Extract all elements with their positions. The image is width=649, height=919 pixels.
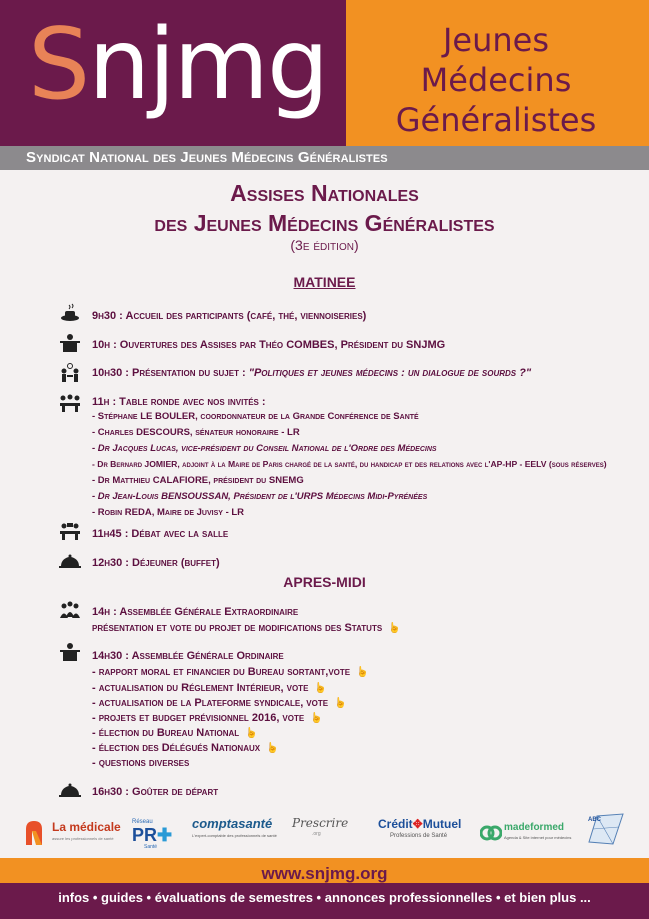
guest-item: - Robin REDA, Maire de Juvisy - LR — [92, 507, 245, 518]
speaker-podium-icon — [58, 333, 82, 353]
subitem-text: - rapport moral et financier du Bureau sortant,vote — [92, 666, 351, 678]
agenda-subitem — [92, 682, 327, 694]
comptasante-tagline: L'expert-comptable des professionnels de santé — [192, 833, 277, 838]
vote-hand-icon: ☝ — [388, 623, 401, 634]
madeformed-logo-icon — [480, 823, 502, 843]
sponsor-madeformed[interactable] — [480, 818, 571, 848]
agenda-subitem — [92, 742, 279, 754]
vote-hand-icon: ☝ — [266, 743, 279, 754]
agenda-item-extraordinary-assembly: 14h : Assemblée Générale Extraordinaire — [92, 606, 299, 618]
subitem-text: - projets et budget prévisionnel 2016, vote — [92, 712, 305, 724]
agenda-item-opening: 10h : Ouvertures des Assises par Théo COMBES, Président du SNJMG — [92, 339, 446, 351]
prescrire-name: Prescrire — [292, 816, 349, 830]
tagline-line-2: Médecins — [420, 61, 572, 99]
round-table-icon — [58, 393, 82, 413]
madeformed-tagline: Agenda & Site internet pour médecins — [504, 835, 572, 840]
subitem-text: - élection des Délégués Nationaux — [92, 742, 261, 754]
vote-hand-icon: ☝ — [310, 713, 323, 724]
pro-bottom-text: Santé — [144, 844, 158, 850]
sponsor-la-medicale[interactable] — [22, 818, 121, 848]
agenda-item-lunch: 12h30 : Déjeuner (buffet) — [92, 557, 220, 569]
tagline-line-1: Jeunes — [442, 21, 550, 59]
logo-rest: njmg — [88, 8, 328, 122]
section-morning: MATINEE — [293, 274, 356, 290]
event-title-line-1: Assises Nationales — [230, 180, 419, 206]
cloche-icon — [58, 780, 82, 800]
guest-item: - Dr Jacques Lucas, vice-président du Conseil National de l'Ordre des Médecins — [92, 443, 437, 454]
vote-hand-icon: ☝ — [314, 683, 327, 694]
madeformed-name: madeformed — [504, 822, 565, 833]
cloche-icon — [58, 551, 82, 571]
comptasante-name: comptasanté — [192, 816, 273, 831]
la-medicale-tagline: assure les professionnels de santé — [52, 836, 114, 841]
guest-item: - Charles DESCOURS, sénateur honoraire - LR — [92, 427, 300, 438]
agenda-item-welcome: 9h30 : Accueil des participants (café, thé, viennoiseries) — [92, 310, 367, 322]
agenda-item-ordinary-assembly: 14h30 : Assemblée Générale Ordinaire — [92, 650, 284, 662]
footer-links-bar: infos • guides • évaluations de semestres • annonces professionnelles • et bien plus ... — [0, 883, 649, 919]
statutes-vote-text: présentation et vote du projet de modifications des Statuts — [92, 622, 383, 634]
agenda-subitem — [92, 697, 347, 709]
snjmg-logo — [28, 6, 327, 124]
agenda-subitem: - questions diverses — [92, 757, 190, 769]
plus-icon: ✚ — [157, 825, 173, 845]
abc-text: ABC — [588, 817, 601, 823]
header-left-panel — [0, 0, 346, 146]
assembly-icon — [58, 600, 82, 620]
la-medicale-name: La médicale — [52, 820, 121, 834]
subitem-text: - actualisation de la Plateforme syndicale, vote — [92, 697, 329, 709]
agenda-item-presentation — [92, 367, 531, 379]
subitem-text: - élection du Bureau National — [92, 727, 240, 739]
pro-text: PR — [132, 825, 158, 845]
website-link[interactable]: www.snjmg.org — [261, 864, 388, 883]
guest-item: - Stéphane LE BOULER, coordonnateur de la Grande Conférence de Santé — [92, 411, 419, 422]
prescrire-domain: .org — [312, 831, 321, 837]
presentation-icon — [58, 363, 82, 383]
tagline-line-3: Généralistes — [395, 101, 597, 139]
vote-hand-icon: ☝ — [334, 698, 347, 709]
event-title-line-2: des Jeunes Médecins Généralistes — [154, 210, 495, 236]
guest-item: - Dr Matthieu CALAFIORE, président du SNEMG — [92, 475, 304, 486]
cm-logo-icon: ✥ — [412, 817, 423, 831]
logo-s: S — [28, 8, 89, 122]
guest-item: - Dr Bernard JOMIER, adjoint à la Maire de Paris chargé de la santé, du handicap et des relations avec l'AP-HP - EELV (sous réserves) — [92, 459, 607, 469]
event-edition: (3e édition) — [290, 237, 359, 253]
presentation-topic: "Politiques et jeunes médecins : un dialogue de sourds ?" — [248, 367, 532, 379]
agenda-subitem — [92, 666, 369, 678]
credit-text: Crédit — [378, 817, 413, 831]
guest-item: - Dr Jean-Louis BENSOUSSAN, Président de l'URPS Médecins Midi-Pyrénées — [92, 491, 428, 502]
agenda-subitem — [92, 712, 323, 724]
pro-top-text: Réseau — [132, 819, 153, 825]
agenda-subitem — [92, 622, 401, 634]
agenda-item-debate: 11h45 : Débat avec la salle — [92, 528, 229, 540]
vote-hand-icon: ☝ — [356, 667, 369, 678]
sponsor-abc[interactable] — [583, 814, 627, 844]
la-medicale-logo-icon — [22, 819, 48, 847]
subitem-text: - actualisation du Réglement Intérieur, vote — [92, 682, 309, 694]
sponsor-comptasante[interactable] — [192, 818, 277, 848]
section-afternoon: APRES-MIDI — [283, 574, 366, 590]
vote-hand-icon: ☝ — [245, 728, 258, 739]
agenda-subitem — [92, 727, 258, 739]
tagline — [376, 20, 616, 140]
debate-icon — [58, 521, 82, 541]
podium-icon — [58, 642, 82, 662]
coffee-icon — [58, 303, 82, 323]
agenda-item-round-table: 11h : Table ronde avec nos invités : — [92, 396, 266, 408]
agenda-item-snack: 16h30 : Goûter de départ — [92, 786, 219, 798]
sponsor-reseau-pro-sante[interactable] — [132, 818, 172, 848]
sponsor-credit-mutuel[interactable] — [378, 818, 461, 848]
presentation-time: 10h30 : Présentation du sujet : — [92, 367, 249, 379]
credit-mutuel-tagline: Professions de Santé — [390, 833, 448, 839]
subtitle-bar: Syndicat National des Jeunes Médecins Généralistes — [0, 146, 649, 170]
sponsor-prescrire[interactable] — [292, 818, 348, 848]
mutuel-text: Mutuel — [422, 817, 462, 831]
